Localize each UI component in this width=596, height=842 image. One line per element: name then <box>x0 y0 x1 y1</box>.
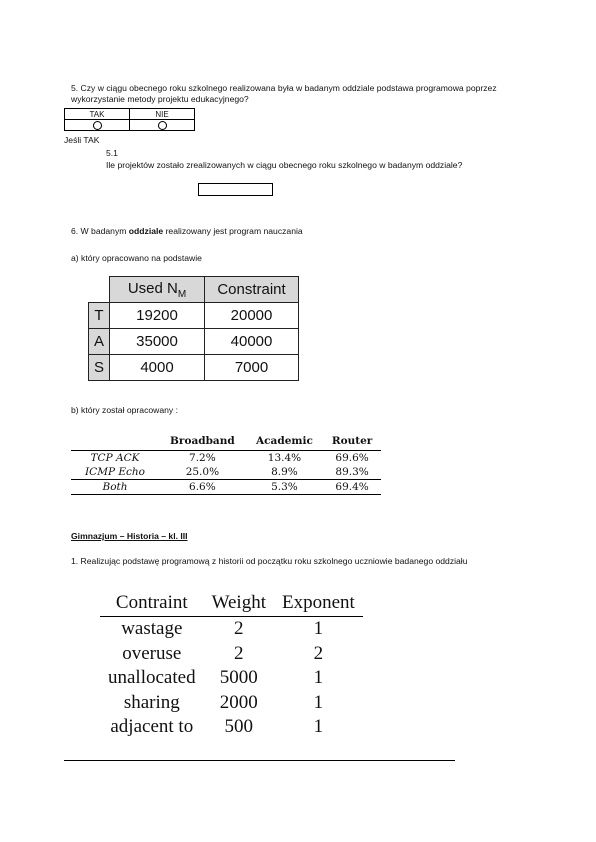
question-6-bold: oddziale <box>128 226 164 236</box>
table3-header: Weight <box>204 592 274 617</box>
table2-row-label: ICMP Echo <box>85 466 145 478</box>
question-5-text: 5. Czy w ciągu obecnego roku szkolnego realizowana była w badanym oddziale podstawa programowa poprzez wykorzystanie metody projektu edukacyjnego? <box>71 83 497 104</box>
table2-cell: 13.4% <box>267 452 302 464</box>
table2-row-label: TCP ACK <box>90 452 140 464</box>
table3-cell: overuse <box>122 642 182 664</box>
section-title: Gimnazjum – Historia – kl. III <box>71 531 188 541</box>
yes-no-table <box>64 108 195 131</box>
table2-cell: 8.9% <box>271 466 298 478</box>
table2-cell: 69.4% <box>323 480 381 495</box>
table1-cell: 40000 <box>205 329 299 355</box>
table3-cell: 1 <box>313 691 324 713</box>
question-6-text <box>71 226 303 237</box>
table3-cell: 2000 <box>219 691 258 713</box>
table1-row-label: S <box>89 355 110 381</box>
table2-header: Router <box>323 433 381 451</box>
table3-cell: unallocated <box>108 667 196 689</box>
project-count-field[interactable] <box>198 183 273 196</box>
yes-option[interactable] <box>65 120 130 131</box>
question-6a: a) który opracowano na podstawie <box>71 253 202 263</box>
table2-cell: 89.3% <box>335 466 369 478</box>
table3-header: Contraint <box>100 592 204 617</box>
table1-row-label: T <box>89 303 110 329</box>
table2-cell: 5.3% <box>246 480 323 495</box>
table2-header: Broadband <box>159 433 246 451</box>
table3-cell: 500 <box>224 716 254 738</box>
table3-cell: 5000 <box>219 667 258 689</box>
no-radio[interactable] <box>158 121 167 130</box>
subquestion-text: Ile projektów zostało zrealizowanych w ciągu obecnego roku szkolnego w badanym oddziale? <box>106 160 463 170</box>
table1-header-constraint: Constraint <box>205 277 299 303</box>
used-constraint-table <box>88 276 299 381</box>
table2-cell: 7.2% <box>189 452 216 464</box>
no-option[interactable] <box>130 120 195 131</box>
question-6-suffix: realizowany jest program nauczania <box>163 226 303 236</box>
question-6b: b) który został opracowany : <box>71 405 178 415</box>
yes-radio[interactable] <box>93 121 102 130</box>
table3-cell: wastage <box>121 618 183 640</box>
table1-corner <box>89 277 110 303</box>
table2-header-empty <box>71 433 159 451</box>
table2-row-label: Both <box>71 480 159 495</box>
table3-cell: 2 <box>313 642 324 664</box>
question-6-prefix: 6. W badanym <box>71 226 129 236</box>
table3-cell: 2 <box>234 642 244 664</box>
table1-cell: 4000 <box>110 355 205 381</box>
table1-cell: 7000 <box>205 355 299 381</box>
table1-cell: 19200 <box>110 303 205 329</box>
table3-cell: 2 <box>234 618 244 640</box>
table2-header: Academic <box>246 433 323 451</box>
table1-header-used-sub: M <box>177 288 187 300</box>
subquestion-number: 5.1 <box>106 148 118 158</box>
table2-cell: 25.0% <box>185 466 220 478</box>
weight-exponent-table <box>100 592 363 740</box>
table2-cell: 69.6% <box>335 452 369 464</box>
yes-label: TAK <box>65 109 130 120</box>
table3-cell: adjacent to <box>110 716 194 738</box>
table1-header-used <box>110 277 205 303</box>
table1-cell: 20000 <box>205 303 299 329</box>
table3-cell: 1 <box>313 618 324 640</box>
table1-cell: 35000 <box>110 329 205 355</box>
table2-cell: 6.6% <box>159 480 246 495</box>
bottom-divider <box>64 760 455 761</box>
table1-header-used-text: Used N <box>127 279 178 297</box>
table3-cell: sharing <box>123 691 180 713</box>
if-yes-label: Jeśli TAK <box>64 135 100 145</box>
table3-header: Exponent <box>274 592 363 617</box>
table3-cell: 1 <box>313 716 324 738</box>
table3-cell: 1 <box>313 667 324 689</box>
section-question-1: 1. Realizując podstawę programową z historii od początku roku szkolnego uczniowie badanego oddziału <box>71 556 468 566</box>
traffic-percentage-table <box>71 433 381 495</box>
no-label: NIE <box>130 109 195 120</box>
table1-row-label: A <box>89 329 110 355</box>
